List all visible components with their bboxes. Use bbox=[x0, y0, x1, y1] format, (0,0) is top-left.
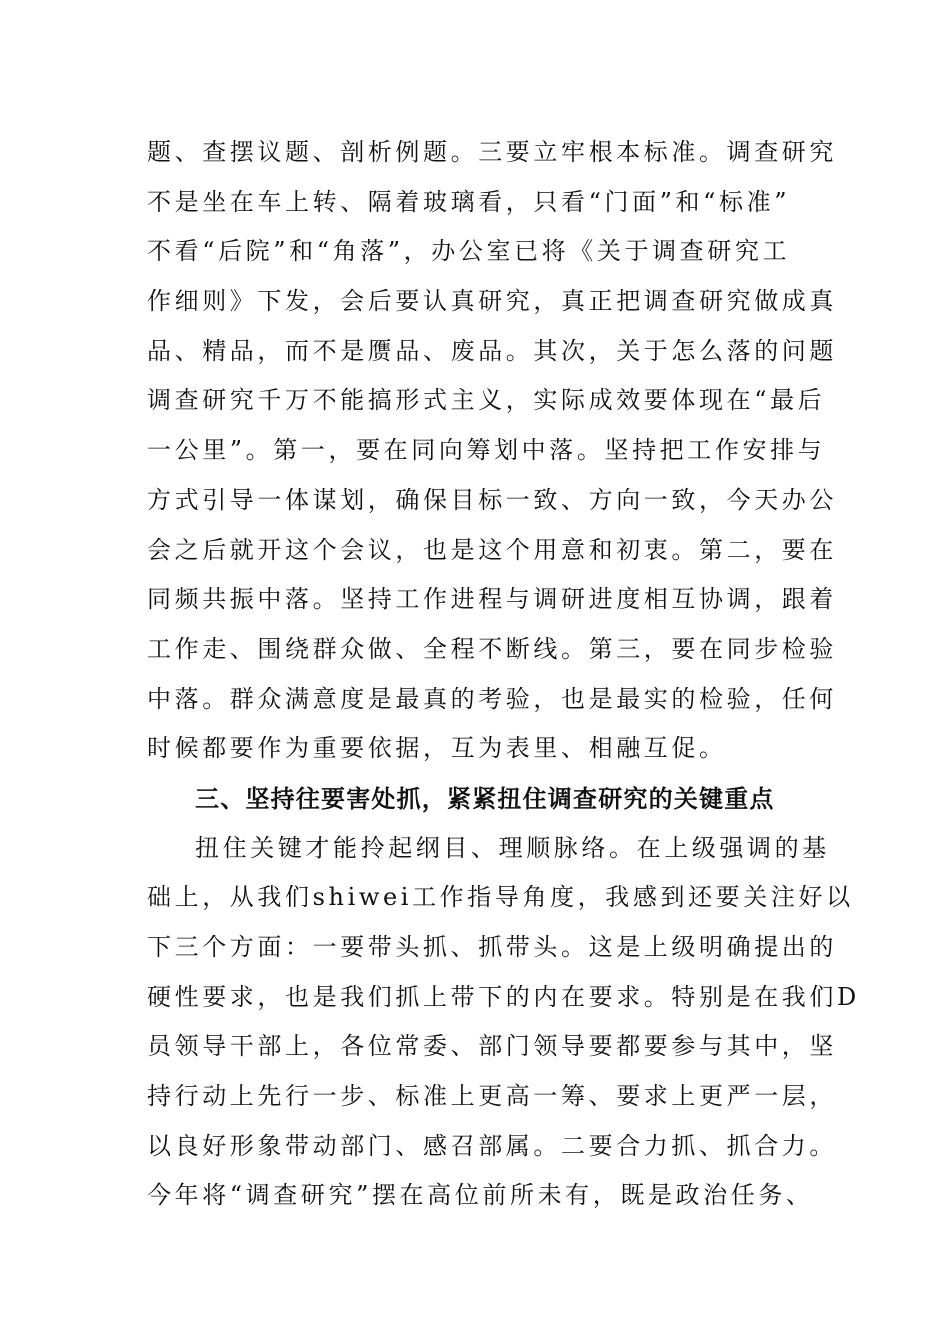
text-line: 一公里”。第一，要在同向筹划中落。坚持把工作安排与 bbox=[147, 436, 826, 465]
text-line: 员领导干部上，各位常委、部门领导要都要参与其中，坚 bbox=[147, 1032, 837, 1061]
section-heading: 三、坚持往要害处抓，紧紧扭住调查研究的关键重点 bbox=[195, 783, 775, 813]
text-line: 题、查摆议题、剖析例题。三要立牢根本标准。调查研究 bbox=[147, 138, 837, 166]
text-line: 硬性要求，也是我们抓上带下的内在要求。特别是在我们D bbox=[147, 982, 860, 1011]
text-line: 不是坐在车上转、隔着玻璃看，只看“门面”和“标准” bbox=[147, 187, 791, 216]
text-line: 同频共振中落。坚持工作进程与调研进度相互协调，跟着 bbox=[147, 585, 837, 614]
text-line: 扭住关键才能拎起纲目、理顺脉络。在上级强调的基 bbox=[195, 833, 830, 862]
text-line: 品、精品，而不是赝品、废品。其次，关于怎么落的问题 bbox=[147, 336, 837, 365]
text-line: 调查研究千万不能搞形式主义，实际成效要体现在“最后 bbox=[147, 386, 826, 415]
text-line: 会之后就开这个会议，也是这个用意和初衷。第二，要在 bbox=[147, 535, 837, 564]
document-body bbox=[147, 128, 860, 1221]
text-line: 中落。群众满意度是最真的考验，也是最实的检验，任何 bbox=[147, 684, 837, 713]
text-line: 不看“后院”和“角落”，办公室已将《关于调查研究工 bbox=[147, 237, 791, 266]
text-line: 持行动上先行一步、标准上更高一筹、要求上更严一层， bbox=[147, 1082, 837, 1111]
text-line: 时候都要作为重要依据，互为表里、相融互促。 bbox=[147, 734, 727, 763]
text-line: 方式引导一体谋划，确保目标一致、方向一致，今天办公 bbox=[147, 485, 837, 514]
text-line: 今年将“调查研究”摆在高位前所未有，既是政治任务、 bbox=[147, 1181, 814, 1210]
text-line: 下三个方面：一要带头抓、抓带头。这是上级明确提出的 bbox=[147, 933, 837, 961]
text-line: 作细则》下发，会后要认真研究，真正把调查研究做成真 bbox=[147, 287, 837, 316]
text-line: 工作走、围绕群众做、全程不断线。第三，要在同步检验 bbox=[147, 634, 837, 663]
text-line: 础上，从我们shiwei工作指导角度，我感到还要关注好以 bbox=[147, 883, 854, 912]
text-line: 以良好形象带动部门、感召部属。二要合力抓、抓合力。 bbox=[147, 1131, 837, 1160]
